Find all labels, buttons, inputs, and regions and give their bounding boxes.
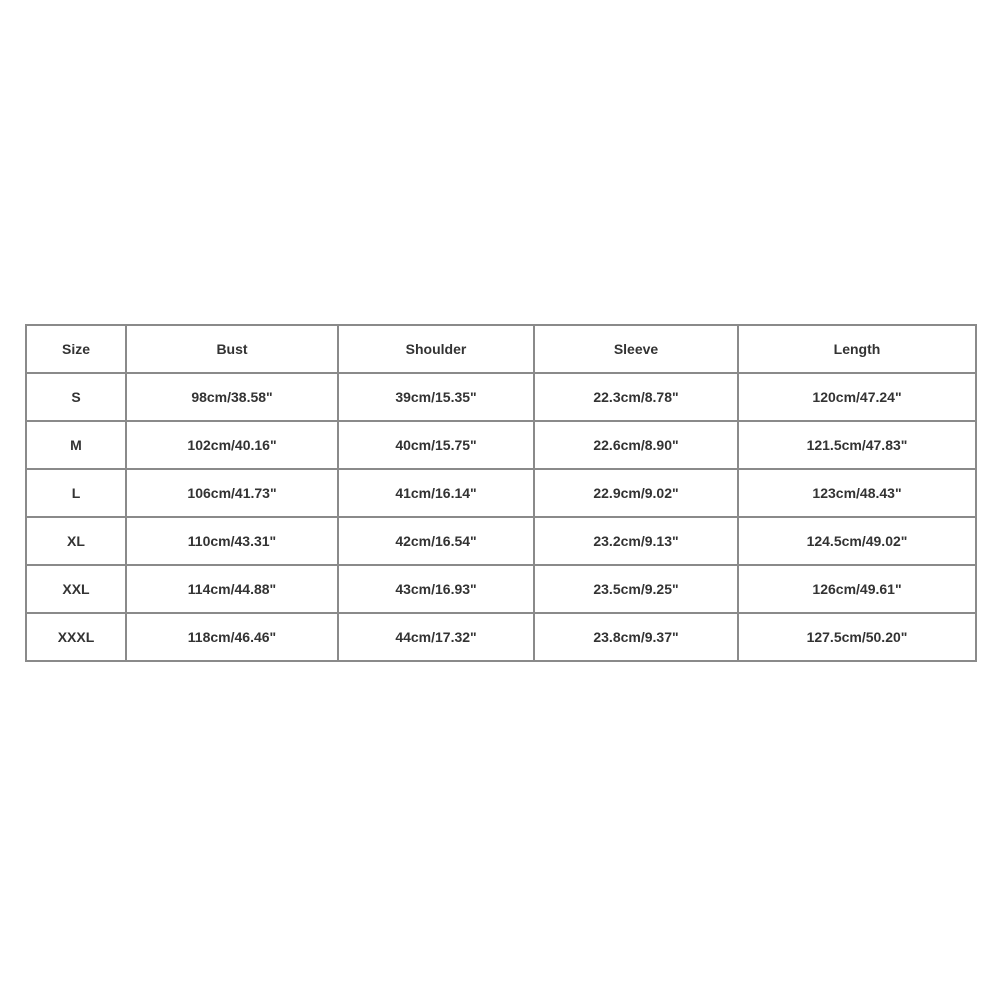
cell-length: 120cm/47.24" bbox=[738, 373, 976, 421]
cell-bust: 118cm/46.46" bbox=[126, 613, 338, 661]
cell-sleeve: 23.2cm/9.13" bbox=[534, 517, 738, 565]
cell-bust: 110cm/43.31" bbox=[126, 517, 338, 565]
cell-bust: 114cm/44.88" bbox=[126, 565, 338, 613]
cell-size: L bbox=[26, 469, 126, 517]
table-row bbox=[26, 613, 976, 661]
cell-bust: 106cm/41.73" bbox=[126, 469, 338, 517]
cell-length: 127.5cm/50.20" bbox=[738, 613, 976, 661]
header-size: Size bbox=[26, 325, 126, 373]
cell-length: 124.5cm/49.02" bbox=[738, 517, 976, 565]
cell-size: XXL bbox=[26, 565, 126, 613]
cell-bust: 102cm/40.16" bbox=[126, 421, 338, 469]
table-row bbox=[26, 421, 976, 469]
header-sleeve: Sleeve bbox=[534, 325, 738, 373]
header-shoulder: Shoulder bbox=[338, 325, 534, 373]
header-length: Length bbox=[738, 325, 976, 373]
cell-length: 123cm/48.43" bbox=[738, 469, 976, 517]
size-chart-table bbox=[25, 324, 977, 662]
table-row bbox=[26, 373, 976, 421]
cell-shoulder: 44cm/17.32" bbox=[338, 613, 534, 661]
size-chart-header bbox=[26, 325, 976, 373]
table-row bbox=[26, 565, 976, 613]
cell-shoulder: 40cm/15.75" bbox=[338, 421, 534, 469]
cell-shoulder: 42cm/16.54" bbox=[338, 517, 534, 565]
cell-size: S bbox=[26, 373, 126, 421]
cell-length: 121.5cm/47.83" bbox=[738, 421, 976, 469]
cell-length: 126cm/49.61" bbox=[738, 565, 976, 613]
cell-size: XL bbox=[26, 517, 126, 565]
cell-bust: 98cm/38.58" bbox=[126, 373, 338, 421]
cell-shoulder: 43cm/16.93" bbox=[338, 565, 534, 613]
header-row bbox=[26, 325, 976, 373]
cell-sleeve: 23.5cm/9.25" bbox=[534, 565, 738, 613]
cell-sleeve: 22.3cm/8.78" bbox=[534, 373, 738, 421]
header-bust: Bust bbox=[126, 325, 338, 373]
cell-shoulder: 39cm/15.35" bbox=[338, 373, 534, 421]
table-row bbox=[26, 469, 976, 517]
cell-shoulder: 41cm/16.14" bbox=[338, 469, 534, 517]
table-row bbox=[26, 517, 976, 565]
size-chart-body bbox=[26, 373, 976, 661]
cell-sleeve: 22.9cm/9.02" bbox=[534, 469, 738, 517]
cell-size: M bbox=[26, 421, 126, 469]
cell-sleeve: 22.6cm/8.90" bbox=[534, 421, 738, 469]
cell-sleeve: 23.8cm/9.37" bbox=[534, 613, 738, 661]
cell-size: XXXL bbox=[26, 613, 126, 661]
